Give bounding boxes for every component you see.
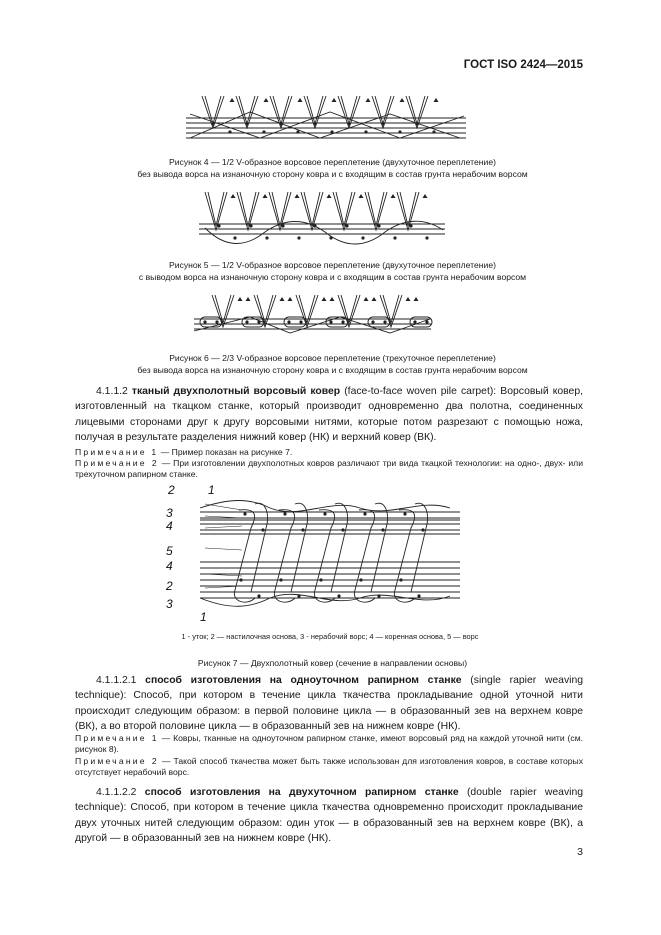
- svg-text:1: 1: [200, 610, 207, 624]
- svg-text:5: 5: [166, 544, 173, 558]
- svg-text:3: 3: [166, 506, 173, 520]
- doc-code-header: ГОСТ ISO 2424—2015: [463, 59, 583, 71]
- svg-text:1: 1: [208, 483, 215, 497]
- figure-6-diagram: [190, 291, 435, 347]
- svg-text:4: 4: [166, 559, 173, 573]
- svg-text:2: 2: [168, 483, 175, 497]
- svg-text:2: 2: [166, 579, 173, 593]
- section-4-1-1-2-note-2: Примечание 2 — При изготовлении двухполотных ковров различают три вида ткацкой технологии: на одно-, двух- или трехуточном рапирном станке.: [75, 458, 583, 480]
- figure-7-legend: 1 - уток; 2 — настилочная основа, 3 - нерабочий ворс; 4 — коренная основа, 5 — ворс: [181, 632, 479, 641]
- figure-6-caption: Рисунок 6 — 2/3 V-образное ворсовое переплетение (трехуточное переплетение) без вывода ворса на изнаночную сторону ковра и с входящим в состав грунта нерабочим ворсом: [137, 353, 528, 376]
- svg-text:3: 3: [166, 597, 173, 611]
- figure-5-diagram: [195, 188, 450, 256]
- section-4-1-1-2-note-1: Примечание 1 — Пример показан на рисунке 7.: [75, 447, 293, 457]
- section-4-1-1-2-2: 4.1.1.2.2 способ изготовления на двухуточном рапирном станке (double rapier weaving technique): Способ, при котором в течение цикла ткачества одновременно происходит прокладывание двух уточных нитей следующим образом: один уток — в образованный зев на верхнем ковре (ВК), а другой — в образованный зев на нижнем ковре (НК).: [75, 787, 584, 844]
- figure-7-caption: Рисунок 7 — Двухполотный ковер (сечение в направлении основы): [197, 658, 468, 668]
- section-4-1-1-2-1-note-2: Примечание 2 — Такой способ ткачества может быть также использован для изготовления ковров, в составе которых отсутствует нерабочий ворс.: [75, 756, 584, 778]
- svg-text:4: 4: [166, 519, 173, 533]
- figure-5-caption: Рисунок 5 — 1/2 V-образное ворсовое переплетение (двухуточное переплетение) с выводом ворса на изнаночную сторону ковра и с входящим в состав грунта нерабочим ворсом: [138, 260, 527, 283]
- section-4-1-1-2-1: 4.1.1.2.1 способ изготовления на одноуточном рапирном станке (single rapier weaving technique): Способ, при котором в течение цикла ткачества прокладывание одной уточной нити происходит следующим образом: в первой половине цикла — в образованный зев на верхнем ковре (ВК), а во второй половине цикла — в образованный зев на нижнем ковре (НК).: [75, 675, 584, 732]
- figure-4-diagram: [180, 88, 470, 148]
- figure-7-diagram: [160, 480, 470, 625]
- section-4-1-1-2: 4.1.1.2 тканый двухполотный ворсовый ковер (face-to-face woven pile carpet): Ворсовый ковер, изготовленный на ткацком станке, который производит одновременно два полотна, соединенных лицевыми сторонами друг к другу ворсовыми нитями, которые потом разрезают с помощью ножа, получая в результате разделения нижний ковер (НК) и верхний ковер (ВК).: [75, 386, 584, 443]
- section-4-1-1-2-1-note-1: Примечание 1 — Ковры, тканные на одноуточном рапирном станке, имеют ворсовый ряд на каждой уточной нити (см. рисунок 8).: [75, 733, 583, 755]
- figure-4-caption: Рисунок 4 — 1/2 V-образное ворсовое переплетение (двухуточное переплетение) без вывода ворса на изнаночную сторону ковра и с входящим в состав грунта нерабочим ворсом: [137, 157, 528, 180]
- page-number: 3: [577, 846, 583, 858]
